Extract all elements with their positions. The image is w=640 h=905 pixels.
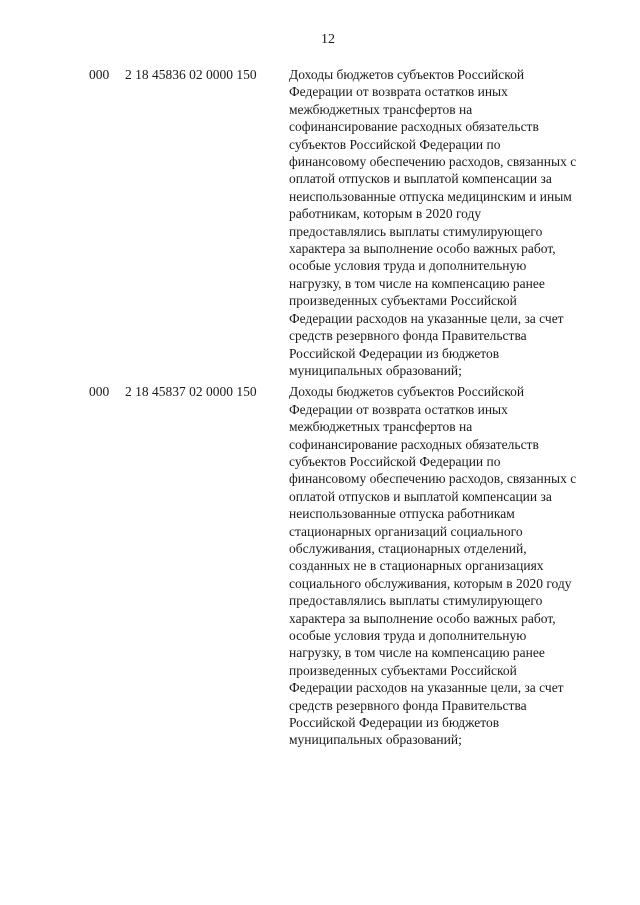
description-line: финансовому обеспечению расходов, связанных с bbox=[289, 471, 577, 487]
page-number: 12 bbox=[321, 32, 335, 47]
description-line: Российской Федерации из бюджетов bbox=[289, 715, 500, 731]
description-line: межбюджетных трансфертов на bbox=[289, 101, 473, 117]
table-row bbox=[0, 383, 640, 749]
description-line: Федерации от возврата остатков иных bbox=[289, 401, 508, 417]
revenue-description bbox=[289, 66, 609, 379]
description-line: нагрузку, в том числе на компенсацию ранее bbox=[289, 645, 545, 661]
description-line: неиспользованные отпуска медицинским и иным bbox=[289, 188, 572, 204]
description-line: стационарных организаций социального bbox=[289, 523, 523, 539]
description-line: софинансирование расходных обязательств bbox=[289, 119, 539, 135]
description-line: софинансирование расходных обязательств bbox=[289, 436, 539, 452]
description-line: межбюджетных трансфертов на bbox=[289, 419, 473, 435]
description-line: особые условия труда и дополнительную bbox=[289, 628, 527, 643]
description-line: Федерации расходов на указанные цели, за счет bbox=[289, 680, 564, 696]
description-line: нагрузку, в том числе на компенсацию ранее bbox=[289, 275, 545, 291]
description-line: произведенных субъектами Российской bbox=[289, 293, 517, 309]
table-row bbox=[0, 66, 640, 379]
description-line: средств резервного фонда Правительства bbox=[289, 697, 527, 713]
description-line: Федерации от возврата остатков иных bbox=[289, 84, 508, 100]
description-line: характера за выполнение особо важных работ, bbox=[289, 610, 556, 626]
description-line: неиспользованные отпуска работникам bbox=[289, 506, 515, 522]
description-line: субъектов Российской Федерации по bbox=[289, 453, 501, 469]
budget-classification-code: 2 18 45837 02 0000 150 bbox=[125, 384, 257, 400]
description-line: работникам, которым в 2020 году bbox=[289, 206, 482, 222]
description-line: оплатой отпусков и выплатой компенсации за bbox=[289, 488, 552, 504]
description-line: Российской Федерации из бюджетов bbox=[289, 345, 500, 361]
description-line: средств резервного фонда Правительства bbox=[289, 328, 527, 344]
description-line: предоставлялись выплаты стимулирующего bbox=[289, 593, 543, 609]
description-line: Доходы бюджетов субъектов Российской bbox=[289, 384, 525, 400]
description-line: финансовому обеспечению расходов, связанных с bbox=[289, 154, 577, 170]
description-line: произведенных субъектами Российской bbox=[289, 662, 517, 678]
budget-code-table bbox=[0, 66, 640, 753]
description-line: предоставлялись выплаты стимулирующего bbox=[289, 223, 543, 239]
description-line: муниципальных образований; bbox=[289, 732, 462, 748]
admin-code: 000 bbox=[89, 67, 110, 82]
description-line: муниципальных образований; bbox=[289, 362, 462, 378]
description-line: субъектов Российской Федерации по bbox=[289, 136, 501, 152]
budget-classification-code: 2 18 45836 02 0000 150 bbox=[125, 67, 257, 82]
description-line: созданных не в стационарных организациях bbox=[289, 558, 544, 574]
description-line: Доходы бюджетов субъектов Российской bbox=[289, 67, 525, 82]
description-line: оплатой отпусков и выплатой компенсации за bbox=[289, 171, 552, 187]
description-line: обслуживания, стационарных отделений, bbox=[289, 540, 527, 556]
description-line: Федерации расходов на указанные цели, за счет bbox=[289, 310, 564, 326]
description-line: особые условия труда и дополнительную bbox=[289, 258, 527, 274]
admin-code: 000 bbox=[89, 384, 110, 400]
revenue-description bbox=[289, 383, 609, 749]
description-line: характера за выполнение особо важных работ, bbox=[289, 241, 556, 257]
description-line: социального обслуживания, которым в 2020 году bbox=[289, 575, 572, 591]
